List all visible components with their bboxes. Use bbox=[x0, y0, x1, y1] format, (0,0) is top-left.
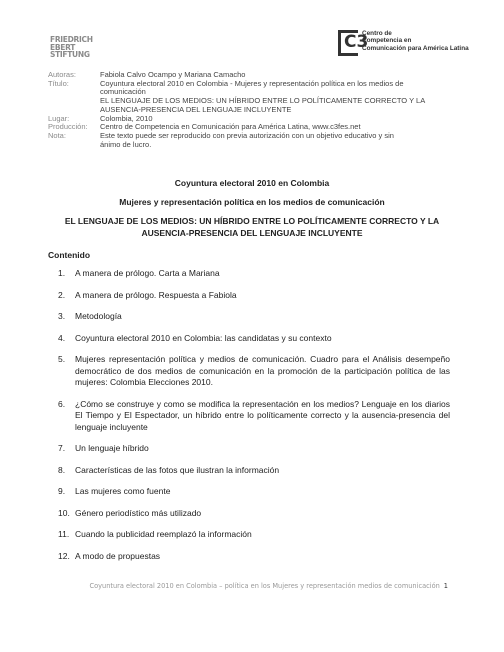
meta-title-line: comunicación bbox=[100, 87, 146, 97]
toc-number: 12. bbox=[58, 550, 70, 561]
c3-logo bbox=[338, 30, 468, 60]
meta-authors: Fabiola Calvo Ocampo y Mariana Camacho bbox=[100, 70, 246, 79]
toc-text: Un lenguaje híbrido bbox=[75, 443, 149, 453]
meta-label: Título: bbox=[48, 78, 69, 88]
fes-logo-line: STIFTUNG bbox=[50, 50, 90, 60]
document-heading: EL LENGUAJE DE LOS MEDIOS: UN HÍBRIDO ENTRE LO POLÍTICAMENTE CORRECTO Y LA AUSENCIA-PRESENCIA DEL LENGUAJE INCLUYENTE bbox=[64, 216, 440, 238]
toc-item bbox=[58, 399, 450, 434]
toc-item bbox=[58, 443, 450, 455]
meta-title-row bbox=[48, 80, 458, 115]
meta-title-line: AUSENCIA-PRESENCIA DEL LENGUAJE INCLUYENTE bbox=[100, 104, 292, 114]
meta-note bbox=[100, 132, 458, 149]
c3-logo-line: Comunicación para América Latina bbox=[362, 44, 469, 52]
document-title: Coyuntura electoral 2010 en Colombia bbox=[174, 178, 330, 188]
meta-note-line: Este texto puede ser reproducido con previa autorización con un objetivo educativo y sin bbox=[100, 130, 394, 140]
page-footer bbox=[90, 582, 448, 590]
toc-text: Coyuntura electoral 2010 en Colombia: las candidatas y su contexto bbox=[75, 332, 332, 343]
c3-logo-text bbox=[362, 30, 469, 52]
metadata-block bbox=[48, 71, 458, 149]
meta-label: Lugar: bbox=[48, 113, 70, 123]
meta-production: Centro de Competencia en Comunicación para América Latina, www.c3fes.net bbox=[100, 122, 361, 132]
fes-logo-line: EBERT bbox=[50, 42, 76, 52]
c3-mark-text: C3 bbox=[344, 32, 369, 52]
toc-item bbox=[58, 529, 450, 541]
toc-number: 7. bbox=[58, 443, 66, 453]
toc-text: A modo de propuestas bbox=[75, 550, 161, 561]
c3-logo-line: Competencia en bbox=[362, 37, 412, 45]
toc-number: 1. bbox=[58, 268, 66, 278]
toc-item bbox=[58, 333, 450, 345]
toc-text: Metodología bbox=[75, 311, 122, 321]
toc-item bbox=[58, 508, 450, 520]
toc-number: 3. bbox=[58, 311, 66, 321]
meta-note-line: ánimo de lucro. bbox=[100, 139, 152, 149]
toc-number: 2. bbox=[58, 289, 66, 300]
toc-text: Características de las fotos que ilustran la información bbox=[75, 464, 280, 475]
meta-label: Nota: bbox=[48, 130, 66, 140]
toc-item bbox=[58, 354, 450, 389]
toc-number: 8. bbox=[58, 464, 66, 475]
toc-number: 5. bbox=[58, 354, 66, 364]
document-subtitle: Mujeres y representación política en los medios de comunicación bbox=[119, 197, 385, 207]
toc-number: 4. bbox=[58, 332, 66, 343]
toc-text: Género periodístico más utilizado bbox=[75, 507, 202, 518]
meta-label: Producción: bbox=[48, 122, 88, 132]
page-number: 1 bbox=[443, 582, 448, 590]
meta-note-row bbox=[48, 132, 458, 149]
toc-item bbox=[58, 268, 450, 280]
toc-text: Mujeres representación política y medios de comunicación. Cuadro para el Análisis desempeño democrático de dos medios de comunicación en la promoción de la participación política de las mujeres: Colombia Elecciones 2010. bbox=[75, 354, 450, 387]
toc-text: Las mujeres como fuente bbox=[75, 486, 171, 496]
toc-number: 6. bbox=[58, 398, 66, 409]
table-of-contents bbox=[58, 268, 450, 572]
toc-item bbox=[58, 290, 450, 302]
toc-text: A manera de prólogo. Carta a Mariana bbox=[75, 268, 220, 278]
fes-logo-line: FRIEDRICH bbox=[50, 35, 93, 44]
toc-item bbox=[58, 311, 450, 323]
meta-place: Colombia, 2010 bbox=[100, 113, 153, 123]
toc-text: Cuando la publicidad reemplazó la información bbox=[75, 529, 252, 539]
toc-item bbox=[58, 465, 450, 477]
c3-logo-line: Centro de bbox=[362, 30, 392, 37]
contents-heading: Contenido bbox=[48, 250, 91, 260]
toc-text: A manera de prólogo. Respuesta a Fabiola bbox=[75, 289, 237, 300]
fes-logo bbox=[50, 36, 110, 59]
toc-item bbox=[58, 551, 450, 563]
toc-number: 10. bbox=[58, 507, 70, 518]
toc-item bbox=[58, 486, 450, 498]
toc-text: ¿Cómo se construye y como se modifica la representación en los medios? Lenguaje en los diarios El Tiempo y El Espectador, un híbrido entre lo políticamente correcto y la ausencia-presencia del lenguaje incluyente bbox=[75, 398, 450, 432]
toc-number: 11. bbox=[58, 529, 70, 539]
footer-text: Coyuntura electoral 2010 en Colombia – política en los Mujeres y representación medios de comunicación bbox=[89, 582, 440, 590]
meta-label: Autoras: bbox=[48, 70, 76, 79]
toc-number: 9. bbox=[58, 486, 66, 496]
meta-title bbox=[100, 80, 458, 115]
meta-title-line: EL LENGUAJE DE LOS MEDIOS: UN HÍBRIDO ENTRE LO POLÍTICAMENTE CORRECTO Y LA bbox=[100, 96, 426, 106]
meta-title-line: Coyuntura electoral 2010 en Colombia - Mujeres y representación política en los medios de bbox=[100, 78, 404, 88]
